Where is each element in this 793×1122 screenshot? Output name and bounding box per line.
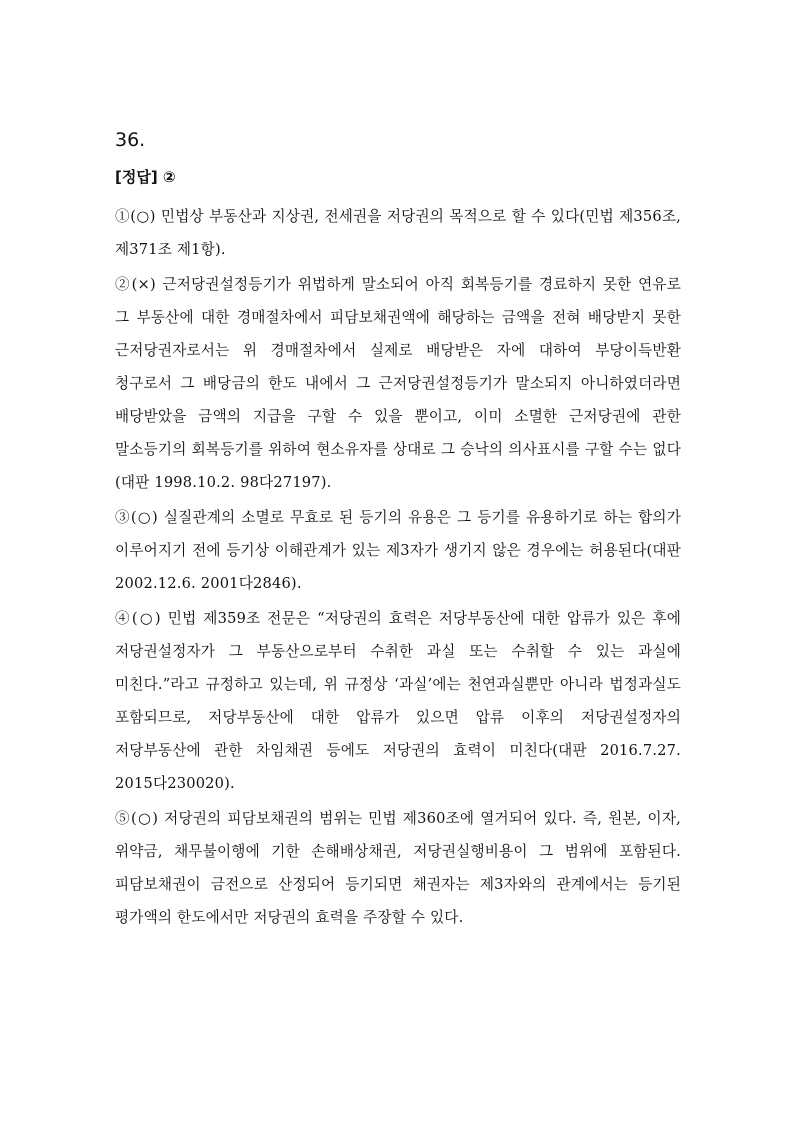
explanation-option-3: ③(○) 실질관계의 소멸로 무효로 된 등기의 유용은 그 등기를 유용하기로 하는 합의가 이루어지기 전에 등기상 이해관계가 있는 제3자가 생기지 않은 경우에는 허용된다(대판 2002.12.6. 2001다2846).: [115, 509, 681, 592]
explanation-option-4: ④(○) 민법 제359조 전문은 “저당권의 효력은 저당부동산에 대한 압류가 있은 후에 저당권설정자가 그 부동산으로부터 수취한 과실 또는 수취할 수 있는 과실에 미친다.”라고 규정하고 있는데, 위 규정상 ‘과실’에는 천연과실뿐만 아니라 법정과실도 포함되므로, 저당부동산에 대한 압류가 있으면 압류 이후의 저당권설정자의 저당부동산에 관한 차임채권 등에도 저당권의 효력이 미친다(대판 2016.7.27. 2015다230020).: [115, 610, 681, 792]
answer-label: [정답] ②: [115, 168, 176, 186]
explanation-body: [115, 200, 681, 936]
explanation-option-2: ②(×) 근저당권설정등기가 위법하게 말소되어 아직 회복등기를 경료하지 못한 연유로 그 부동산에 대한 경매절차에서 피담보채권액에 해당하는 금액을 전혀 배당받지 못한 근저당권자로서는 위 경매절차에서 실제로 배당받은 자에 대하여 부당이득반환 청구로서 그 배당금의 한도 내에서 그 근저당권설정등기가 말소되지 아니하였더라면 배당받았을 금액의 지급을 구할 수 있을 뿐이고, 이미 소멸한 근저당권에 관한 말소등기의 회복등기를 위하여 현소유자를 상대로 그 승낙의 의사표시를 구할 수는 없다(대판 1998.10.2. 98다27197).: [115, 276, 681, 491]
explanation-option-1: ①(○) 민법상 부동산과 지상권, 전세권을 저당권의 목적으로 할 수 있다(민법 제356조, 제371조 제1항).: [115, 208, 681, 258]
explanation-option-5: ⑤(○) 저당권의 피담보채권의 범위는 민법 제360조에 열거되어 있다. 즉, 원본, 이자, 위약금, 채무불이행에 기한 손해배상채권, 저당권실행비용이 그 범위에 포함된다. 피담보채권이 금전으로 산정되어 등기되면 채권자는 제3자와의 관계에서는 등기된 평가액의 한도에서만 저당권의 효력을 주장할 수 있다.: [115, 810, 681, 926]
question-number: 36.: [115, 129, 146, 151]
